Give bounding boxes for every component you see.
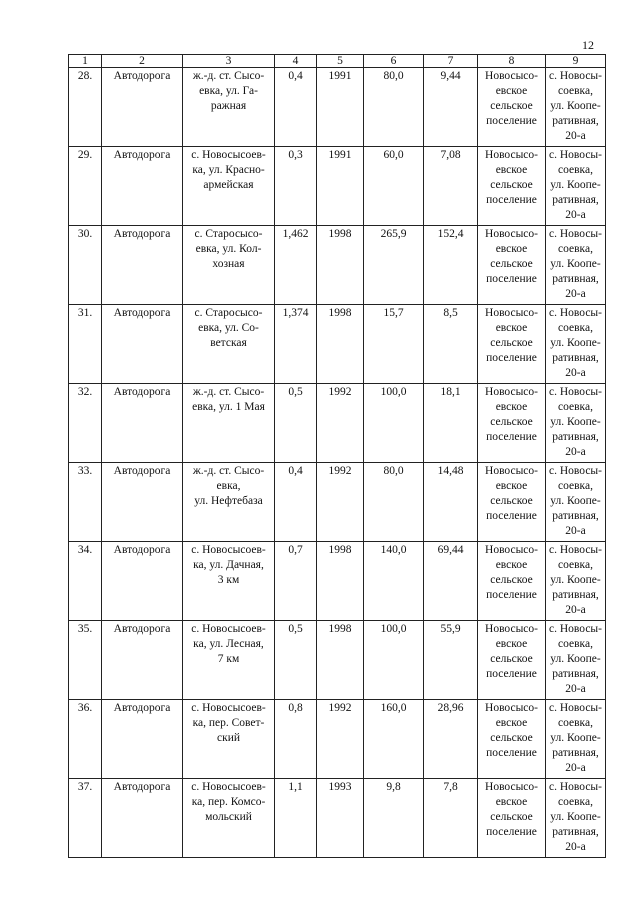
address-line: ж.-д. ст. Сысо- (192, 465, 265, 477)
owner-line: Новосысо- (485, 465, 538, 477)
owner-line: Новосысо- (485, 781, 538, 793)
address-cell (183, 147, 275, 226)
book-value-cell: 80,0 (364, 463, 424, 542)
row-number-cell: 28. (69, 68, 102, 147)
owner-cell (478, 463, 546, 542)
owner-address-cell (546, 779, 606, 858)
owner-address-line: с. Новосы- (549, 623, 602, 635)
owner-line: поселение (486, 668, 537, 680)
object-type-cell: Автодорога (102, 68, 183, 147)
length-km-cell: 1,1 (275, 779, 317, 858)
owner-address-line: с. Новосы- (549, 228, 602, 240)
owner-line: поселение (486, 194, 537, 206)
column-number-row (69, 55, 606, 68)
object-type-cell: Автодорога (102, 700, 183, 779)
length-km-cell: 0,4 (275, 463, 317, 542)
address-line: ветская (210, 337, 247, 349)
object-type-cell: Автодорога (102, 384, 183, 463)
year-cell: 1998 (317, 621, 364, 700)
owner-line: сельское (490, 495, 533, 507)
length-km-cell: 1,462 (275, 226, 317, 305)
length-km-cell: 0,5 (275, 384, 317, 463)
owner-address-line: ул. Коопе- (550, 100, 601, 112)
address-line: хозная (212, 258, 245, 270)
owner-line: Новосысо- (485, 702, 538, 714)
book-value-cell: 100,0 (364, 621, 424, 700)
owner-address-cell (546, 226, 606, 305)
owner-line: сельское (490, 811, 533, 823)
owner-address-line: с. Новосы- (549, 781, 602, 793)
object-type-cell: Автодорога (102, 779, 183, 858)
address-line: с. Новосысоев- (191, 149, 266, 161)
owner-address-line: ул. Коопе- (550, 258, 601, 270)
object-type-cell: Автодорога (102, 305, 183, 384)
object-type-cell: Автодорога (102, 463, 183, 542)
year-cell: 1991 (317, 147, 364, 226)
owner-address-line: ративная, (552, 194, 599, 206)
row-number-cell: 32. (69, 384, 102, 463)
owner-line: поселение (486, 273, 537, 285)
book-value-cell: 60,0 (364, 147, 424, 226)
address-line: с. Старосысо- (194, 307, 263, 319)
owner-address-cell (546, 305, 606, 384)
year-cell: 1998 (317, 542, 364, 621)
owner-line: Новосысо- (485, 70, 538, 82)
residual-value-cell: 18,1 (424, 384, 478, 463)
column-header: 5 (317, 55, 364, 68)
owner-address-cell (546, 700, 606, 779)
book-value-cell: 15,7 (364, 305, 424, 384)
book-value-cell: 140,0 (364, 542, 424, 621)
length-km-cell: 0,5 (275, 621, 317, 700)
column-header: 8 (478, 55, 546, 68)
length-km-cell: 0,8 (275, 700, 317, 779)
owner-cell (478, 779, 546, 858)
table-row (69, 463, 606, 542)
owner-line: поселение (486, 510, 537, 522)
owner-address-line: ративная, (552, 747, 599, 759)
owner-address-cell (546, 147, 606, 226)
address-cell (183, 305, 275, 384)
address-cell (183, 226, 275, 305)
owner-cell (478, 700, 546, 779)
address-line: 3 км (217, 574, 240, 586)
address-cell (183, 463, 275, 542)
owner-address-line: ративная, (552, 115, 599, 127)
owner-address-line: с. Новосы- (549, 386, 602, 398)
address-line: ка, пер. Совет- (192, 717, 265, 729)
owner-cell (478, 542, 546, 621)
address-line: евка, ул. 1 Мая (192, 401, 265, 413)
owner-address-line: 20-а (565, 367, 586, 379)
owner-line: Новосысо- (485, 623, 538, 635)
year-cell: 1992 (317, 463, 364, 542)
owner-address-line: ул. Коопе- (550, 732, 601, 744)
column-header: 3 (183, 55, 275, 68)
registry-body (69, 55, 606, 858)
owner-cell (478, 226, 546, 305)
address-line: ж.-д. ст. Сысо- (192, 70, 265, 82)
owner-address-line: ративная, (552, 431, 599, 443)
owner-address-line: ративная, (552, 510, 599, 522)
owner-address-line: ул. Коопе- (550, 811, 601, 823)
owner-address-line: соевка, (558, 322, 593, 334)
owner-address-line: соевка, (558, 559, 593, 571)
owner-address-line: 20-а (565, 841, 586, 853)
owner-address-line: 20-а (565, 762, 586, 774)
row-number-cell: 31. (69, 305, 102, 384)
address-line: с. Новосысоев- (191, 702, 266, 714)
owner-address-line: 20-а (565, 604, 586, 616)
table-row (69, 147, 606, 226)
column-header: 4 (275, 55, 317, 68)
page-number: 12 (582, 38, 594, 52)
address-line: ка, ул. Красно- (192, 164, 265, 176)
residual-value-cell: 9,44 (424, 68, 478, 147)
object-type-cell: Автодорога (102, 147, 183, 226)
table-row (69, 779, 606, 858)
owner-address-line: ул. Коопе- (550, 574, 601, 586)
object-type-cell: Автодорога (102, 226, 183, 305)
owner-line: Новосысо- (485, 149, 538, 161)
length-km-cell: 0,7 (275, 542, 317, 621)
year-cell: 1992 (317, 700, 364, 779)
address-cell (183, 779, 275, 858)
table-row (69, 700, 606, 779)
address-line: ка, пер. Комсо- (191, 796, 266, 808)
owner-line: евское (495, 164, 528, 176)
owner-cell (478, 305, 546, 384)
address-cell (183, 384, 275, 463)
table-row (69, 226, 606, 305)
table-row (69, 542, 606, 621)
year-cell: 1998 (317, 226, 364, 305)
length-km-cell: 0,3 (275, 147, 317, 226)
owner-line: евское (495, 480, 528, 492)
address-cell (183, 542, 275, 621)
owner-line: сельское (490, 732, 533, 744)
address-line: ка, ул. Дачная, (193, 559, 264, 571)
year-cell: 1992 (317, 384, 364, 463)
address-line: евка, ул. Со- (198, 322, 259, 334)
owner-line: евское (495, 243, 528, 255)
owner-cell (478, 68, 546, 147)
owner-line: Новосысо- (485, 386, 538, 398)
owner-line: евское (495, 796, 528, 808)
address-cell (183, 700, 275, 779)
owner-line: сельское (490, 416, 533, 428)
address-line: 7 км (217, 653, 240, 665)
residual-value-cell: 152,4 (424, 226, 478, 305)
residual-value-cell: 8,5 (424, 305, 478, 384)
owner-address-line: с. Новосы- (549, 70, 602, 82)
owner-line: поселение (486, 826, 537, 838)
table-row (69, 68, 606, 147)
owner-cell (478, 621, 546, 700)
row-number-cell: 29. (69, 147, 102, 226)
owner-address-line: ративная, (552, 668, 599, 680)
row-number-cell: 33. (69, 463, 102, 542)
owner-line: сельское (490, 337, 533, 349)
row-number-cell: 30. (69, 226, 102, 305)
object-type-cell: Автодорога (102, 621, 183, 700)
residual-value-cell: 7,8 (424, 779, 478, 858)
length-km-cell: 0,4 (275, 68, 317, 147)
owner-address-line: 20-а (565, 209, 586, 221)
address-line: евка, ул. Кол- (195, 243, 262, 255)
owner-address-line: соевка, (558, 796, 593, 808)
year-cell: 1993 (317, 779, 364, 858)
address-cell (183, 68, 275, 147)
owner-address-line: 20-а (565, 130, 586, 142)
address-line: ражная (210, 100, 247, 112)
owner-address-line: соевка, (558, 401, 593, 413)
owner-address-line: с. Новосы- (549, 465, 602, 477)
owner-address-line: соевка, (558, 164, 593, 176)
address-line: ул. Нефтебаза (194, 495, 263, 507)
owner-line: Новосысо- (485, 228, 538, 240)
address-line: с. Новосысоев- (191, 781, 266, 793)
owner-address-line: соевка, (558, 480, 593, 492)
owner-address-cell (546, 68, 606, 147)
owner-line: поселение (486, 747, 537, 759)
owner-address-line: ул. Коопе- (550, 337, 601, 349)
residual-value-cell: 55,9 (424, 621, 478, 700)
address-cell (183, 621, 275, 700)
owner-address-cell (546, 542, 606, 621)
owner-line: поселение (486, 589, 537, 601)
book-value-cell: 265,9 (364, 226, 424, 305)
row-number-cell: 34. (69, 542, 102, 621)
column-header: 9 (546, 55, 606, 68)
address-line: с. Новосысоев- (191, 623, 266, 635)
owner-address-line: соевка, (558, 85, 593, 97)
owner-line: сельское (490, 258, 533, 270)
row-number-cell: 36. (69, 700, 102, 779)
book-value-cell: 9,8 (364, 779, 424, 858)
owner-address-line: ул. Коопе- (550, 179, 601, 191)
column-header: 7 (424, 55, 478, 68)
owner-line: поселение (486, 352, 537, 364)
address-line: евка, ул. Га- (199, 85, 258, 97)
row-number-cell: 35. (69, 621, 102, 700)
owner-address-line: ративная, (552, 273, 599, 285)
owner-line: Новосысо- (485, 307, 538, 319)
address-line: с. Новосысоев- (191, 544, 266, 556)
owner-address-line: соевка, (558, 717, 593, 729)
owner-address-line: 20-а (565, 288, 586, 300)
owner-line: Новосысо- (485, 544, 538, 556)
address-line: мольский (205, 811, 252, 823)
residual-value-cell: 69,44 (424, 542, 478, 621)
year-cell: 1991 (317, 68, 364, 147)
owner-line: поселение (486, 431, 537, 443)
owner-address-line: ул. Коопе- (550, 416, 601, 428)
owner-line: сельское (490, 100, 533, 112)
property-registry-table (68, 54, 606, 858)
address-line: евка, (216, 480, 241, 492)
object-type-cell: Автодорога (102, 542, 183, 621)
residual-value-cell: 28,96 (424, 700, 478, 779)
owner-address-line: с. Новосы- (549, 544, 602, 556)
row-number-cell: 37. (69, 779, 102, 858)
owner-line: сельское (490, 653, 533, 665)
owner-line: евское (495, 559, 528, 571)
column-header: 1 (69, 55, 102, 68)
owner-address-cell (546, 621, 606, 700)
owner-line: евское (495, 717, 528, 729)
length-km-cell: 1,374 (275, 305, 317, 384)
column-header: 2 (102, 55, 183, 68)
owner-address-line: ративная, (552, 589, 599, 601)
address-line: ский (217, 732, 240, 744)
owner-line: евское (495, 322, 528, 334)
owner-line: евское (495, 85, 528, 97)
owner-address-line: с. Новосы- (549, 149, 602, 161)
address-line: армейская (203, 179, 254, 191)
table-row (69, 621, 606, 700)
owner-address-line: с. Новосы- (549, 702, 602, 714)
owner-address-line: ул. Коопе- (550, 653, 601, 665)
owner-address-line: ративная, (552, 352, 599, 364)
owner-address-line: ративная, (552, 826, 599, 838)
address-line: ка, ул. Лесная, (193, 638, 264, 650)
owner-line: поселение (486, 115, 537, 127)
table-row (69, 305, 606, 384)
owner-cell (478, 147, 546, 226)
residual-value-cell: 14,48 (424, 463, 478, 542)
book-value-cell: 80,0 (364, 68, 424, 147)
year-cell: 1998 (317, 305, 364, 384)
owner-line: сельское (490, 574, 533, 586)
residual-value-cell: 7,08 (424, 147, 478, 226)
owner-line: евское (495, 638, 528, 650)
address-line: с. Старосысо- (194, 228, 263, 240)
owner-address-line: соевка, (558, 243, 593, 255)
owner-address-cell (546, 384, 606, 463)
owner-line: евское (495, 401, 528, 413)
book-value-cell: 100,0 (364, 384, 424, 463)
owner-address-line: 20-а (565, 525, 586, 537)
owner-address-line: 20-а (565, 446, 586, 458)
owner-address-line: 20-а (565, 683, 586, 695)
owner-address-line: соевка, (558, 638, 593, 650)
owner-address-line: с. Новосы- (549, 307, 602, 319)
owner-address-cell (546, 463, 606, 542)
owner-cell (478, 384, 546, 463)
address-line: ж.-д. ст. Сысо- (192, 386, 265, 398)
owner-address-line: ул. Коопе- (550, 495, 601, 507)
owner-line: сельское (490, 179, 533, 191)
table-row (69, 384, 606, 463)
column-header: 6 (364, 55, 424, 68)
book-value-cell: 160,0 (364, 700, 424, 779)
